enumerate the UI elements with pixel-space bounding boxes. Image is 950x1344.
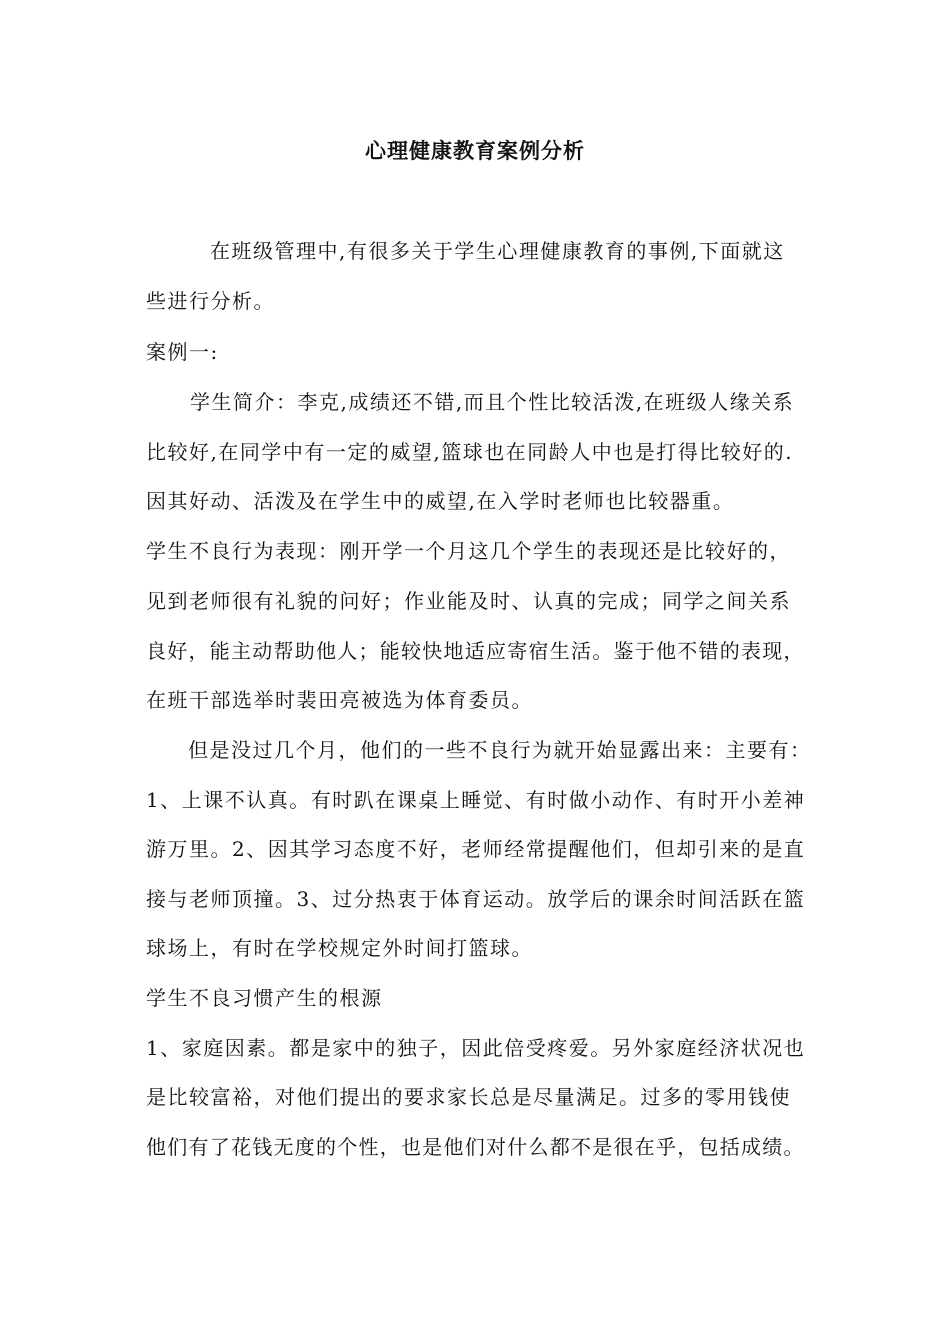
paragraph-line: 他们有了花钱无度的个性，也是他们对什么都不是很在乎，包括成绩。 (146, 1135, 805, 1159)
paragraph-line: 1、家庭因素。都是家中的独子，因此倍受疼爱。另外家庭经济状况也 (146, 1036, 806, 1060)
paragraph-line: 在班级管理中,有很多关于学生心理健康教育的事例,下面就这 (210, 239, 785, 263)
paragraph-line: 在班干部选举时裴田亮被选为体育委员。 (146, 688, 533, 712)
paragraph-line: 些进行分析。 (146, 289, 275, 313)
paragraph-line: 比较好,在同学中有一定的威望,篮球也在同龄人中也是打得比较好的. (146, 440, 794, 464)
paragraph-line: 球场上，有时在学校规定外时间打篮球。 (146, 936, 533, 960)
paragraph-line: 接与老师顶撞。3、过分热衷于体育运动。放学后的课余时间活跃在篮 (146, 887, 806, 911)
paragraph-line: 见到老师很有礼貌的问好；作业能及时、认真的完成；同学之间关系 (146, 589, 791, 613)
paragraph-line: 因其好动、活泼及在学生中的威望,在入学时老师也比较器重。 (146, 489, 735, 513)
paragraph-line: 学生简介：李克,成绩还不错,而且个性比较活泼,在班级人缘关系 (190, 390, 795, 414)
paragraph-line: 学生不良行为表现：刚开学一个月这几个学生的表现还是比较好的， (146, 539, 791, 563)
paragraph-line: 游万里。2、因其学习态度不好，老师经常提醒他们，但却引来的是直 (146, 837, 806, 861)
paragraph-line: 1、上课不认真。有时趴在课桌上睡觉、有时做小动作、有时开小差神 (146, 788, 806, 812)
document-title: 心理健康教育案例分析 (365, 138, 585, 163)
paragraph-line: 但是没过几个月，他们的一些不良行为就开始显露出来：主要有： (188, 738, 812, 762)
paragraph-line: 是比较富裕，对他们提出的要求家长总是尽量满足。过多的零用钱使 (146, 1085, 791, 1109)
section-heading: 案例一: (146, 340, 219, 364)
section-heading: 学生不良习惯产生的根源 (146, 986, 383, 1010)
paragraph-line: 良好，能主动帮助他人；能较快地适应寄宿生活。鉴于他不错的表现， (146, 639, 805, 663)
